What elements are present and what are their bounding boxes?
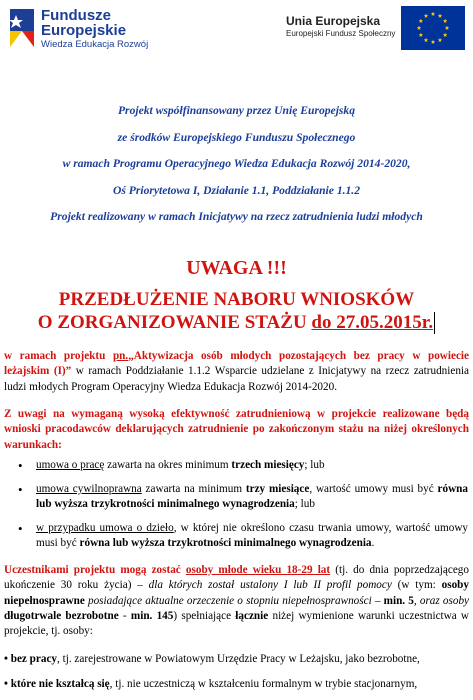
para1-lead: w ramach projektu: [4, 350, 113, 362]
deadline-date: do 27.05.2015r.: [311, 312, 434, 333]
bullet-icon: •: [4, 653, 11, 665]
internship-heading-text: O ZORGANIZOWANIE STAŻU: [37, 312, 312, 333]
ue-title: Unia Europejska: [286, 14, 381, 28]
fe-title: Fundusze Europejskie: [41, 7, 127, 39]
intro-line: Oś Priorytetowa I, Działanie 1.1, Poddziałanie 1.1.2: [112, 183, 361, 197]
fundusze-europejskie-logo-icon: [8, 5, 36, 50]
warning-heading: UWAGA !!!: [186, 257, 287, 279]
internship-heading: [0, 312, 473, 334]
text-cursor: [434, 312, 435, 334]
para1-pn: pn.: [112, 350, 129, 362]
fe-subtitle: Wiedza Edukacja Rozwój: [41, 39, 149, 50]
participants-paragraph: Uczestnikami projektu mogą zostać osoby młode wieku 18-29 lat (tj. do dnia poprzedzającego ukończenie 30 roku życia) – dla których został ustalony I lub II profil pomocy (w tym: osoby niepełnosprawne posiadające aktualne orzeczenie o stopniu niepełnosprawności – min. 5, oraz osoby długotrwale bezrobotne - min. 145) spełniające łącznie niżej wymienione warunki uczestnictwa w projekcie, tj. osoby:: [4, 564, 470, 638]
bullet-icon: •: [18, 521, 23, 536]
intro-line: w ramach Programu Operacyjnego Wiedza Edukacja Rozwój 2014-2020,: [62, 157, 411, 170]
header: [0, 0, 473, 62]
list-item: • które nie kształcą się, tj. nie uczestniczą w kształceniu formalnym w trybie stacjonarnym,: [4, 678, 418, 690]
ue-brand-text: [286, 14, 395, 39]
bullet-icon: •: [18, 458, 23, 473]
eu-flag-icon: [401, 6, 465, 50]
list-item: • w przypadku umowa o dzieło, w której nie określono czasu trwania umowy, wartość umowy musi być równa lub wyższa trzykrotności minimalnego wynagrodzenia.: [18, 521, 468, 550]
project-paragraph: [4, 349, 469, 395]
project-intro: [0, 104, 473, 237]
project-name: „Aktywizacja osób młodych pozostających bez pracy w powiecie leżajskim (I)”: [4, 350, 469, 378]
intro-line: Projekt współfinansowany przez Unię Europejską: [117, 104, 356, 117]
bullet-icon: •: [4, 678, 11, 690]
extension-heading: PRZEDŁUŻENIE NABORU WNIOSKÓW: [58, 289, 415, 310]
para1-rest: w ramach Poddziałanie 1.1.2 Wsparcie udzielane z Inicjatywy na rzecz zatrudnienia ludzi młodych Program Operacyjny Wiedza Edukacja Rozwój 2014-2020.: [4, 365, 470, 393]
ue-subtitle: Europejski Fundusz Społeczny: [286, 29, 396, 38]
intro-line: ze środków Europejskiego Funduszu Społecznego: [117, 130, 356, 144]
list-item: • umowa cywilnoprawna zawarta na minimum trzy miesiące, wartość umowy musi być równa lub wyższa trzykrotności minimalnego wynagrodzenia; lub: [18, 482, 468, 511]
fe-brand-text: [41, 8, 148, 51]
list-item: • bez pracy, tj. zarejestrowane w Powiatowym Urzędzie Pracy w Leżajsku, jako bezrobotne,: [4, 653, 420, 665]
intro-line: Projekt realizowany w ramach Inicjatywy na rzecz zatrudnienia ludzi młodych: [50, 210, 423, 223]
list-item: • umowa o pracę zawarta na okres minimum trzech miesięcy; lub: [18, 458, 325, 473]
conditions-intro: Z uwagi na wymaganą wysoką efektywność zatrudnieniową w projekcie realizowane będą wnioski pracodawców deklarujących zatrudnienie po zakończonym stażu na niżej określonych warunkach:: [4, 408, 469, 451]
bullet-icon: •: [18, 482, 23, 497]
